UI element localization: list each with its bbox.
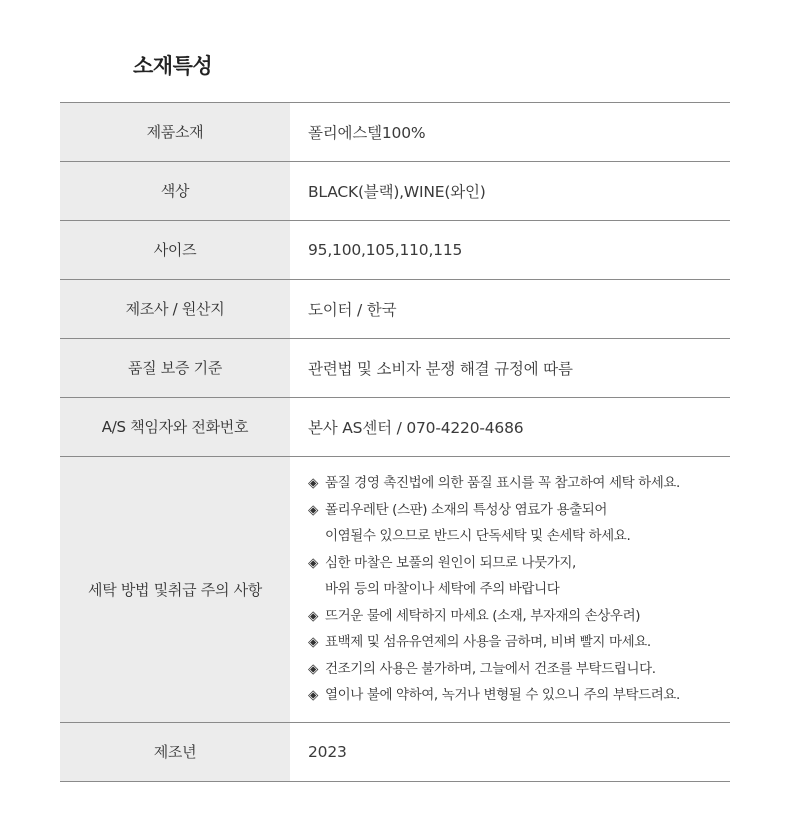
row-value: 2023 xyxy=(308,743,347,761)
row-label: 품질 보증 기준 xyxy=(60,339,290,397)
list-item: 이염될수 있으므로 반드시 단독세탁 및 손세탁 하세요. xyxy=(325,528,631,545)
row-quality-standard xyxy=(60,339,730,398)
row-label: 제조년 xyxy=(60,723,290,781)
row-color xyxy=(60,162,730,221)
list-item: ◈ 열이나 불에 약하여, 녹거나 변형될 수 있으니 주의 부탁드려요. xyxy=(308,682,680,709)
row-maker-origin xyxy=(60,280,730,339)
spec-table xyxy=(60,102,730,782)
row-value: 관련법 및 소비자 분쟁 해결 규정에 따름 xyxy=(308,360,573,378)
row-label: A/S 책임자와 전화번호 xyxy=(60,398,290,456)
row-as-contact xyxy=(60,398,730,457)
row-value: 도이터 / 한국 xyxy=(308,301,397,319)
row-value: 95,100,105,110,115 xyxy=(308,241,463,259)
diamond-bullet-icon: ◈ xyxy=(308,660,318,677)
care-list xyxy=(308,470,680,709)
diamond-bullet-icon: ◈ xyxy=(308,554,318,571)
list-item: ◈ 심한 마찰은 보풀의 원인이 되므로 나뭇가지, xyxy=(308,550,680,577)
care-label-line1: 세탁 방법 및 xyxy=(88,580,168,599)
row-material xyxy=(60,103,730,162)
list-item: ◈ 폴리우레탄 (스판) 소재의 특성상 염료가 용출되어 xyxy=(308,497,680,524)
row-care-instructions xyxy=(60,457,730,723)
list-item: ◈ 뜨거운 물에 세탁하지 마세요 (소재, 부자재의 손상우려) xyxy=(308,603,680,630)
row-size xyxy=(60,221,730,280)
row-label: 제품소재 xyxy=(60,103,290,161)
list-item: ◈ 표백제 및 섬유유연제의 사용을 금하며, 비벼 빨지 마세요. xyxy=(308,629,680,656)
list-item: ◈ 건조기의 사용은 불가하며, 그늘에서 건조를 부탁드립니다. xyxy=(308,656,680,683)
list-item: ◈ 품질 경영 촉진법에 의한 품질 표시를 꼭 참고하여 세탁 하세요. xyxy=(308,470,680,497)
row-value: 본사 AS센터 / 070-4220-4686 xyxy=(308,419,524,437)
diamond-bullet-icon: ◈ xyxy=(308,501,318,518)
care-label-line2: 취급 주의 사항 xyxy=(167,580,262,599)
list-item: 바위 등의 마찰이나 세탁에 주의 바랍니다 xyxy=(325,581,560,598)
row-label: 사이즈 xyxy=(60,221,290,279)
row-label: 색상 xyxy=(60,162,290,220)
diamond-bullet-icon: ◈ xyxy=(308,687,318,704)
row-value: BLACK(블랙),WINE(와인) xyxy=(308,183,486,201)
row-value xyxy=(290,457,730,722)
diamond-bullet-icon: ◈ xyxy=(308,607,318,624)
diamond-bullet-icon: ◈ xyxy=(308,634,318,651)
section-title: 소재특성 xyxy=(133,54,213,78)
row-label xyxy=(60,457,290,722)
row-value: 폴리에스텔100% xyxy=(308,124,426,142)
row-manufacture-year xyxy=(60,723,730,782)
row-label: 제조사 / 원산지 xyxy=(60,280,290,338)
diamond-bullet-icon: ◈ xyxy=(308,475,318,492)
